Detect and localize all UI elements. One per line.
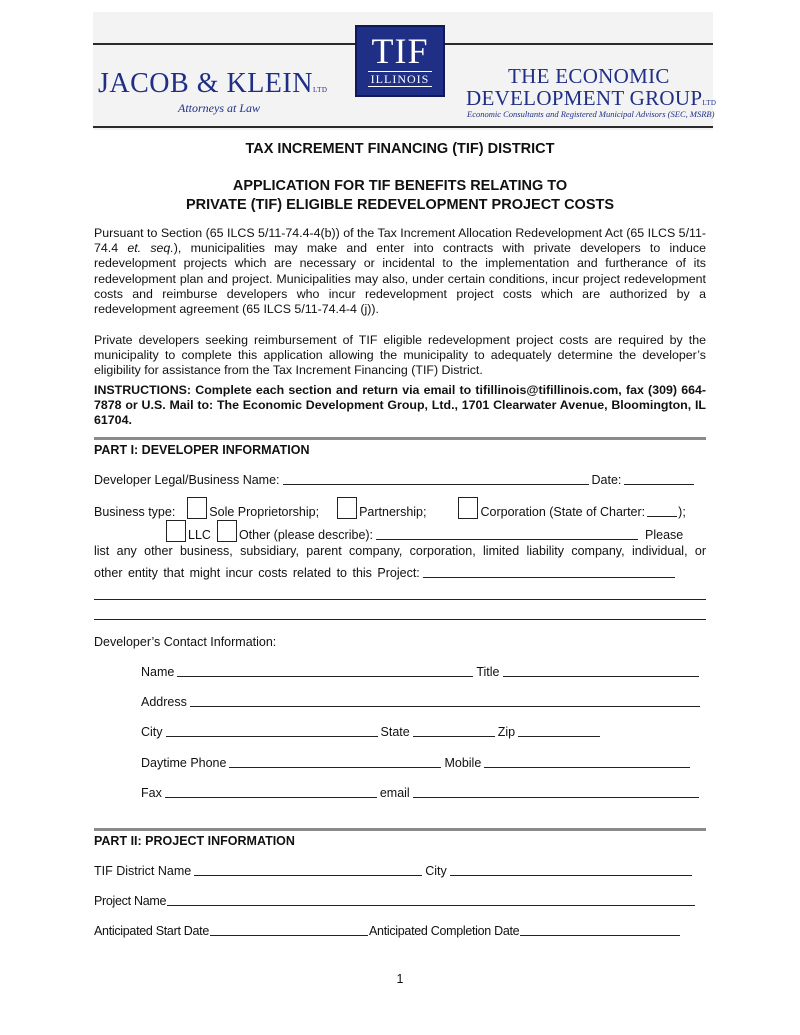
other-entity-field[interactable] bbox=[423, 565, 675, 578]
edg-name-text: DEVELOPMENT GROUP bbox=[466, 86, 703, 110]
state-of-charter-field[interactable] bbox=[647, 504, 677, 517]
part2-heading: PART II: PROJECT INFORMATION bbox=[94, 834, 295, 848]
jacob-klein-logo bbox=[98, 68, 327, 100]
fax-label: Fax bbox=[141, 786, 162, 800]
llc-label: LLC bbox=[188, 528, 211, 542]
sole-proprietorship-checkbox[interactable] bbox=[187, 497, 207, 519]
jacob-klein-name: JACOB & KLEIN bbox=[98, 68, 313, 99]
legal-name-row bbox=[94, 472, 706, 487]
list-entities-text: list any other business, subsidiary, parent company, corporation, limited liability company, individual, or bbox=[94, 544, 706, 558]
other-label: Other (please describe): bbox=[238, 528, 374, 542]
date-field[interactable] bbox=[624, 472, 694, 485]
edg-name-line2 bbox=[466, 86, 716, 111]
state-label: State bbox=[380, 725, 410, 739]
address-row bbox=[141, 694, 703, 709]
title-label: Title bbox=[476, 665, 500, 679]
header-rule-bottom bbox=[93, 126, 713, 128]
date-label: Date: bbox=[591, 473, 622, 487]
header-rule-left bbox=[93, 43, 355, 45]
email-label: email bbox=[379, 786, 410, 800]
project-city-field[interactable] bbox=[450, 863, 692, 876]
address-label: Address bbox=[141, 695, 187, 709]
other-entity-line-2[interactable] bbox=[94, 599, 706, 600]
partnership-checkbox[interactable] bbox=[337, 497, 357, 519]
other-checkbox[interactable] bbox=[217, 520, 237, 542]
corporation-end: ); bbox=[678, 505, 686, 519]
completion-date-field[interactable] bbox=[520, 923, 680, 936]
corporation-label: Corporation (State of Charter: bbox=[480, 505, 646, 519]
logo-sub-text: ILLINOIS bbox=[368, 71, 433, 87]
intro-text-b: ), municipalities may make and enter into contracts with private developers to induce redevelopment projects which are necessary or incidental to the implementation and furtherance of its redevelopment plan and project. Municipalities may also, under certain conditions, incur project redevelopment costs and reimburse developers who incur redevelopment project costs which are authorized by a redevelopment agreement (65 ILCS 5/11-74.4-4 (j)). bbox=[94, 241, 707, 317]
dates-row bbox=[94, 923, 683, 938]
name-title-row bbox=[141, 664, 702, 679]
project-name-label: Project Name bbox=[94, 894, 167, 908]
start-date-field[interactable] bbox=[210, 923, 368, 936]
tif-district-row bbox=[94, 863, 695, 878]
part1-heading: PART I: DEVELOPER INFORMATION bbox=[94, 443, 310, 457]
edg-name-line1: THE ECONOMIC bbox=[508, 64, 670, 88]
other-entity-line-3[interactable] bbox=[94, 619, 706, 620]
eligibility-paragraph: Private developers seeking reimbursement of TIF eligible redevelopment project costs are required by the municipality to complete this application allowing the municipality to adequately determine the developer’s eligibility for assistance from the Tax Increment Financing (TIF) District. bbox=[94, 333, 706, 378]
name-field[interactable] bbox=[177, 664, 473, 677]
mobile-field[interactable] bbox=[484, 755, 690, 768]
other-entity-label: other entity that might incur costs related to this Project: bbox=[94, 566, 420, 580]
jacob-klein-tagline: Attorneys at Law bbox=[178, 101, 261, 115]
email-field[interactable] bbox=[413, 785, 699, 798]
corporation-checkbox[interactable] bbox=[458, 497, 478, 519]
document-subtitle-line1: APPLICATION FOR TIF BENEFITS RELATING TO bbox=[232, 178, 568, 194]
name-label: Name bbox=[141, 665, 175, 679]
edg-tagline: Economic Consultants and Registered Municipal Advisors (SEC, MSRB) bbox=[467, 109, 715, 119]
intro-paragraph bbox=[94, 226, 706, 317]
completion-date-label: Anticipated Completion Date bbox=[369, 924, 520, 938]
tif-district-field[interactable] bbox=[194, 863, 422, 876]
header-rule-right bbox=[445, 43, 713, 45]
llc-other-row bbox=[166, 520, 683, 542]
please-label: Please bbox=[645, 528, 684, 542]
zip-field[interactable] bbox=[518, 724, 600, 737]
llc-checkbox[interactable] bbox=[166, 520, 186, 542]
document-title: TAX INCREMENT FINANCING (TIF) DISTRICT bbox=[245, 141, 555, 157]
mobile-label: Mobile bbox=[444, 756, 482, 770]
phone-row bbox=[141, 755, 693, 770]
project-city-label: City bbox=[425, 864, 447, 878]
legal-name-label: Developer Legal/Business Name: bbox=[94, 473, 280, 487]
zip-label: Zip bbox=[497, 725, 516, 739]
edg-ltd: LTD bbox=[702, 99, 717, 107]
city-state-zip-row bbox=[141, 724, 603, 739]
intro-text-a: Pursuant to Section (65 ILCS 5/11-74.4-4(b)) of the Tax Increment Allocation Redevelopment Act (65 ILCS 5/11-74.4 bbox=[94, 226, 706, 256]
other-describe-field[interactable] bbox=[376, 527, 638, 540]
logo-main-text: TIF bbox=[371, 31, 429, 71]
project-name-field[interactable] bbox=[167, 893, 695, 906]
daytime-phone-label: Daytime Phone bbox=[141, 756, 227, 770]
document-subtitle-line2: PRIVATE (TIF) ELIGIBLE REDEVELOPMENT PROJECT COSTS bbox=[185, 197, 615, 213]
daytime-phone-field[interactable] bbox=[229, 755, 441, 768]
project-name-row bbox=[94, 893, 698, 908]
city-label: City bbox=[141, 725, 163, 739]
title-field[interactable] bbox=[503, 664, 699, 677]
start-date-label: Anticipated Start Date bbox=[94, 924, 209, 938]
fax-field[interactable] bbox=[165, 785, 377, 798]
state-field[interactable] bbox=[413, 724, 495, 737]
list-entities-row bbox=[94, 544, 706, 558]
legal-name-field[interactable] bbox=[283, 472, 589, 485]
fax-email-row bbox=[141, 785, 702, 800]
page-number: 1 bbox=[396, 972, 404, 986]
contact-heading-row bbox=[94, 635, 276, 649]
tif-district-label: TIF District Name bbox=[94, 864, 192, 878]
tif-illinois-logo bbox=[355, 25, 445, 97]
jacob-klein-ltd: LTD bbox=[312, 86, 328, 94]
part2-rule bbox=[94, 828, 706, 831]
part1-rule bbox=[94, 437, 706, 440]
intro-text-italic: et. seq. bbox=[127, 241, 174, 256]
business-type-label: Business type: bbox=[94, 505, 176, 519]
instructions-paragraph: INSTRUCTIONS: Complete each section and return via email to tifillinois@tifillinois.com, fax (309) 664-7878 or U.S. Mail to: The Economic Development Group, Ltd., 1701 Clearwater Avenue, Bloomington, IL 61704. bbox=[94, 383, 706, 428]
partnership-label: Partnership; bbox=[359, 505, 427, 519]
contact-heading: Developer’s Contact Information: bbox=[94, 635, 277, 649]
other-entity-row bbox=[94, 565, 678, 580]
city-field[interactable] bbox=[166, 724, 378, 737]
business-type-row bbox=[94, 497, 686, 519]
address-field[interactable] bbox=[190, 694, 700, 707]
sole-proprietorship-label: Sole Proprietorship; bbox=[209, 505, 320, 519]
